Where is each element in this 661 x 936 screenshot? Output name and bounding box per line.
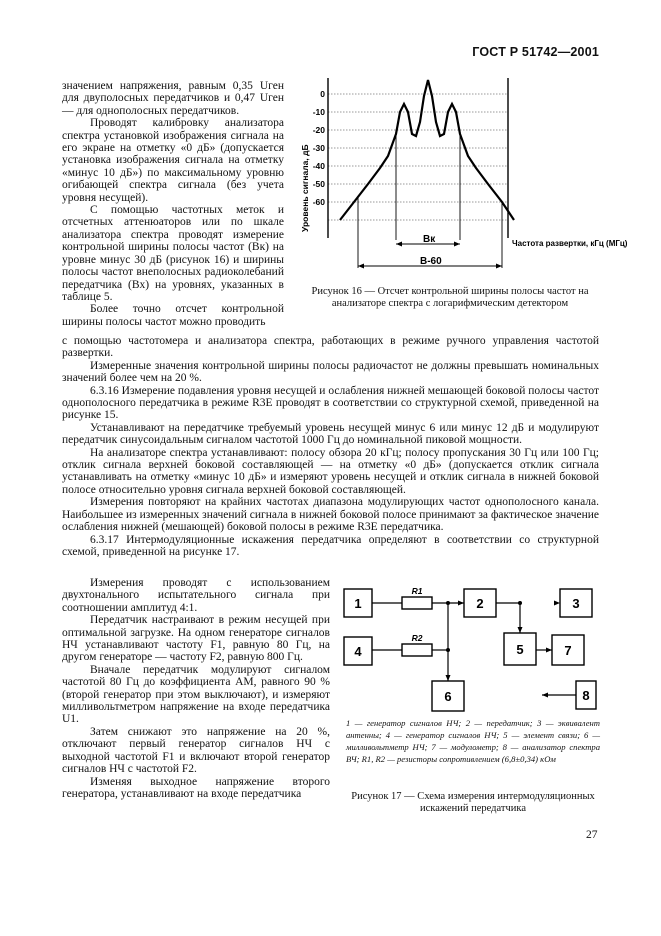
paragraph: Изменяя выходное напряжение второго генератора, устанавливают на входе передатчика [62, 775, 330, 800]
ytick: -20 [312, 125, 325, 135]
r1-label: R1 [411, 586, 423, 596]
paragraph: Измеренные значения контрольной ширины полосы радиочастот не должны превышать номинальных значений более чем на 20 %. [62, 359, 599, 385]
ytick: 0 [320, 89, 325, 99]
ytick: -40 [312, 161, 325, 171]
block-4-label: 4 [354, 644, 362, 659]
figure16-ylabel: Уровень сигнала, дБ [300, 144, 310, 232]
figure17-caption: Рисунок 17 — Схема измерения интермодуляционных искажений передатчика [351, 791, 595, 814]
paragraph: с помощью частотомера и анализатора спектра, работающих в режиме ручного управления частотой развертки. [62, 335, 599, 360]
paragraph: Измерения проводят с использованием двухтонального испытательного сигнала при соотношении амплитуд 4:1. [62, 577, 330, 614]
paragraph: значением напряжения, равным 0,35 Uген для двуполосных передатчиков и 0,47 Uген — для однополосных передатчиков. [62, 80, 284, 117]
figure16-xlabel: Частота развертки, кГц (МГц) [512, 239, 628, 248]
paragraph: 6.3.17 Интермодуляционные искажения передатчика определяют в соответствии со структурной схемой, приведенной на рисунке 17. [62, 533, 599, 558]
figure17-legend: 1 — генератор сигналов НЧ; 2 — передатчик; 3 — эквивалент антенны; 4 — генератор сигналов НЧ; 5 — элемент связи; 6 — милливольтметр НЧ; 7 — модулометр; 8 — анализатор спектра ВЧ; R1, R2 — резисторы сопротивлением (6,8±0,34) кОм [346, 718, 600, 764]
figure16-markers [358, 134, 502, 268]
block-5-label: 5 [516, 642, 524, 657]
paragraph: Проводят калибровку анализатора спектра установкой изображения сигнала на его экране на отметку «0 дБ» (допускается установка изображения сигнала на отметку «минус 10 дБ») по максимальному уровню огибающей спектра сигнала (без учета уровня несущей). [62, 117, 284, 204]
full-width-text [62, 335, 599, 558]
left-column-bottom [62, 577, 330, 800]
bk-label: Bк [423, 234, 436, 245]
figure16-caption: Рисунок 16 — Отсчет контрольной ширины полосы частот на анализаторе спектра с логарифмическим детектором [311, 286, 589, 309]
page-header: ГОСТ Р 51742—2001 [472, 45, 599, 59]
paragraph: С помощью частотных меток и отсчетных аттенюаторов или по шкале анализатора спектра проводят измерение контрольной ширины полосы частот (Bк) на уровне минус 30 дБ (рисунок 16) и ширины полосы частот внеполосных радиоколебаний передатчика (Bх) на уровнях, указанных в таблице 5. [62, 204, 284, 303]
paragraph: Вначале передатчик модулируют сигналом частотой 80 Гц до коэффициента АМ, равного 90 % (второй генератор при этом выключают), и измеряют милливольтметром напряжение на входе передатчика U1. [62, 663, 330, 726]
figure16-chart [296, 72, 628, 282]
block-7-label: 7 [564, 643, 572, 658]
paragraph: Затем снижают это напряжение на 20 %, отключают первый генератор сигналов НЧ с выходной частотой F1 и включают второй генератор сигналов НЧ с частотой F2. [62, 725, 330, 776]
paragraph: Устанавливают на передатчике требуемый уровень несущей минус 6 или минус 12 дБ и модулируют передатчик синусоидальным сигналом частотой 1000 Гц до номинальной пиковой мощности. [62, 421, 599, 447]
paragraph: 6.3.16 Измерение подавления уровня несущей и ослабления нижней мешающей боковой полосы частот однополосного передатчика в режиме R3E проводят в соответствии со структурной схемой, приведенной на рисунке 15. [62, 384, 599, 422]
block-8-label: 8 [582, 688, 590, 703]
figure16-yticks [313, 89, 326, 207]
ytick: -30 [312, 143, 325, 153]
block-2-label: 2 [476, 596, 484, 611]
block-1-label: 1 [354, 596, 362, 611]
figure17-schematic [340, 585, 600, 715]
paragraph: На анализаторе спектра устанавливают: полосу обзора 20 кГц; полосу пропускания 30 Гц или 100 Гц; отклик сигнала верхней боковой составляющей — на отметку «0 дБ» (допускается отклик сигнала устанавливать на отметку «минус 10 дБ» и измеряют уровень несущей и отклик сигнала в нижней боковой полосе относительно уровня сигнала верхней боковой составляющей. [62, 446, 599, 496]
resistor-labels [412, 586, 423, 643]
block-6-label: 6 [444, 689, 452, 704]
bx-label: B-60 [420, 256, 442, 267]
figure16-plot-frame [328, 78, 508, 238]
paragraph: Передатчик настраивают в режим несущей при оптимальной загрузке. На одном генераторе сигналов НЧ устанавливают частоту F1, равную 80 Гц, на другом генераторе — частоту F2, равную 800 Гц. [62, 614, 330, 664]
left-column-top [62, 80, 284, 328]
paragraph: Более точно отсчет контрольной ширины полосы частот можно проводить [62, 303, 284, 328]
block-3-label: 3 [572, 596, 580, 611]
ytick: -50 [312, 179, 325, 189]
paragraph: Измерения повторяют на крайних частотах диапазона модулирующих частот однополосного канала. Наибольшее из измеренных значений сигнала в нижней боковой полосе принимают за фактическое значение ослабления нижней (мешающей) боковой полосы в режиме R3E передатчика. [62, 496, 599, 534]
ytick: -60 [312, 197, 325, 207]
spectrum-curve [340, 80, 514, 220]
r2-label: R2 [411, 633, 423, 643]
ytick: -10 [312, 107, 325, 117]
page-number: 27 [586, 829, 598, 841]
